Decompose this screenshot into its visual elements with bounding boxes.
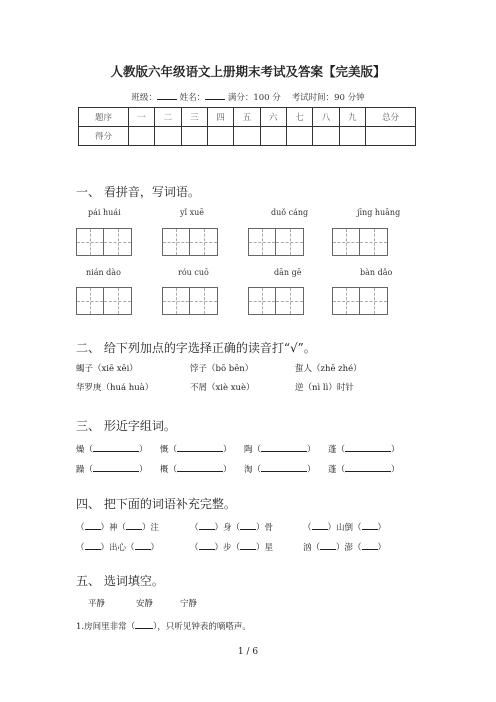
word-char: 蓬（	[328, 445, 346, 455]
pinyin: bàn dǎo	[360, 268, 393, 277]
word-char: 慨（	[160, 445, 178, 455]
answer-blank[interactable]	[345, 462, 391, 472]
word-option: 安静	[136, 599, 154, 609]
bracket: ）	[139, 445, 148, 455]
idiom-item	[190, 520, 273, 533]
idiom-text: ）	[377, 543, 387, 553]
score-cell[interactable]	[207, 127, 233, 146]
word-item	[76, 462, 148, 475]
writing-grid[interactable]	[162, 287, 218, 315]
section-5-title: 五、 选词填空。	[76, 574, 164, 588]
answer-blank[interactable]	[135, 540, 151, 550]
idiom-text: ）骨	[256, 523, 274, 533]
answer-blank[interactable]	[126, 520, 142, 530]
score-cell[interactable]	[260, 127, 286, 146]
bracket: ）	[139, 465, 148, 475]
answer-blank[interactable]	[320, 540, 336, 550]
answer-blank[interactable]	[312, 520, 328, 530]
writing-grid[interactable]	[332, 228, 388, 256]
word-option: 平静	[88, 599, 106, 609]
idiom-item	[303, 520, 386, 533]
page-number: 1 / 6	[237, 647, 259, 657]
word-item	[244, 442, 316, 455]
class-label: 班级：	[131, 93, 157, 103]
word-char: 燥（	[76, 445, 94, 455]
answer-blank[interactable]	[261, 442, 307, 452]
section-1-title: 一、 看拼音，写词语。	[76, 185, 200, 199]
fill-question	[76, 619, 251, 632]
exam-time: 考试时间：90 分钟	[291, 93, 365, 103]
bracket: （	[190, 543, 199, 553]
word-char: 躁（	[76, 465, 94, 475]
score-header-cell: 九	[339, 108, 365, 127]
question-text: ），只听见钟表的嘀嗒声。	[153, 622, 251, 632]
pinyin: jīng huāng	[357, 208, 401, 217]
answer-blank[interactable]	[345, 442, 391, 452]
answer-blank[interactable]	[240, 520, 256, 530]
writing-grid[interactable]	[332, 287, 388, 315]
score-cell[interactable]	[313, 127, 339, 146]
bracket: ）	[391, 465, 400, 475]
reading-choice[interactable]: 不屑（xiè xuè）	[190, 383, 255, 393]
score-header-cell: 八	[313, 108, 339, 127]
answer-blank[interactable]	[261, 462, 307, 472]
writing-grid[interactable]	[248, 228, 304, 256]
bracket: ）	[223, 445, 232, 455]
word-item	[328, 442, 400, 455]
score-table	[78, 107, 416, 146]
page-title: 人教版六年级语文上册期末考试及答案【完美版】	[110, 64, 386, 79]
score-cell[interactable]	[155, 127, 181, 146]
score-header-cell: 六	[260, 108, 286, 127]
score-cell[interactable]	[234, 127, 260, 146]
score-header-cell: 五	[234, 108, 260, 127]
bracket: ）	[307, 465, 316, 475]
answer-blank[interactable]	[93, 442, 139, 452]
word-char: 淘（	[244, 465, 262, 475]
idiom-item	[76, 540, 159, 553]
score-header-cell: 二	[155, 108, 181, 127]
writing-grid[interactable]	[162, 228, 218, 256]
word-char: 陶（	[244, 445, 262, 455]
answer-blank[interactable]	[199, 540, 215, 550]
bracket: ）	[223, 465, 232, 475]
pinyin: yǐ xuē	[180, 208, 205, 217]
section-3-title: 三、 形近字组词。	[76, 419, 176, 433]
class-blank	[157, 90, 177, 100]
score-header-cell: 题序	[79, 108, 129, 127]
score-header-cell: 总分	[365, 108, 415, 127]
pinyin: nián dào	[86, 268, 121, 277]
bracket: ）	[391, 445, 400, 455]
score-header-cell: 一	[128, 108, 154, 127]
section-2-title: 二、 给下列加点的字选择正确的读音打“√”。	[76, 341, 316, 355]
idiom-text: ）神（	[100, 523, 127, 533]
bracket: （	[76, 523, 85, 533]
word-char: 概（	[160, 465, 178, 475]
pinyin: róu cuō	[178, 268, 209, 277]
score-header-cell: 七	[286, 108, 312, 127]
reading-choice[interactable]: 饽子（bō bēn）	[190, 364, 254, 374]
score-header-row	[79, 108, 416, 127]
answer-blank[interactable]	[93, 462, 139, 472]
pinyin: duǒ cáng	[271, 208, 309, 217]
score-cell[interactable]	[339, 127, 365, 146]
idiom-item	[76, 520, 159, 533]
bracket: （	[76, 543, 85, 553]
idiom-text: 汹（	[303, 543, 321, 553]
answer-blank[interactable]	[85, 520, 101, 530]
word-item	[244, 462, 316, 475]
idiom-text: ）步（	[214, 543, 241, 553]
reading-choice[interactable]: 逆（nì lì）时针	[295, 383, 354, 393]
answer-blank[interactable]	[85, 540, 101, 550]
score-cell[interactable]	[365, 127, 415, 146]
question-text: 1.房间里非常（	[76, 622, 136, 632]
answer-blank[interactable]	[177, 462, 223, 472]
score-cell[interactable]	[286, 127, 312, 146]
idiom-text: ）	[377, 523, 387, 533]
answer-blank[interactable]	[362, 520, 378, 530]
idiom-text: ）	[150, 543, 160, 553]
reading-choice[interactable]: 华罗庚（huá huà）	[76, 383, 154, 393]
bracket: ）	[307, 445, 316, 455]
bracket: （	[303, 523, 312, 533]
idiom-text: ）出心（	[100, 543, 135, 553]
answer-blank[interactable]	[199, 520, 215, 530]
idiom-item	[303, 540, 386, 553]
exam-info	[0, 90, 496, 103]
score-cell[interactable]	[128, 127, 154, 146]
idiom-item	[190, 540, 273, 553]
score-row-label: 得分	[79, 127, 129, 146]
word-item	[160, 462, 232, 475]
section-4-title: 四、 把下面的词语补充完整。	[76, 497, 236, 511]
word-char: 蓬（	[328, 465, 346, 475]
word-option: 宁静	[180, 599, 198, 609]
pinyin: pái huái	[88, 208, 121, 217]
answer-blank[interactable]	[240, 540, 256, 550]
word-item	[76, 442, 148, 455]
idiom-text: ）山倒（	[327, 523, 362, 533]
idiom-text: ）星	[256, 543, 274, 553]
idiom-text: ）注	[142, 523, 160, 533]
pinyin: dān gē	[274, 268, 302, 277]
word-item	[160, 442, 232, 455]
word-item	[328, 462, 400, 475]
score-value-row	[79, 127, 416, 146]
score-header-cell: 三	[181, 108, 207, 127]
answer-blank[interactable]	[177, 442, 223, 452]
answer-blank[interactable]	[135, 619, 153, 629]
score-header-cell: 四	[207, 108, 233, 127]
name-blank	[205, 90, 225, 100]
name-label: 姓名：	[179, 93, 206, 103]
bracket: （	[190, 523, 199, 533]
reading-choice[interactable]: 蜇人（zhē zhé）	[295, 364, 362, 374]
full-score: 满分：100 分	[227, 93, 281, 103]
writing-grid[interactable]	[248, 287, 304, 315]
writing-grid[interactable]	[76, 228, 132, 256]
writing-grid[interactable]	[76, 287, 132, 315]
reading-choice[interactable]: 蝎子（xiē xēi）	[76, 364, 138, 374]
answer-blank[interactable]	[362, 540, 378, 550]
score-cell[interactable]	[181, 127, 207, 146]
idiom-text: ）身（	[214, 523, 241, 533]
idiom-text: ）澎（	[336, 543, 362, 553]
